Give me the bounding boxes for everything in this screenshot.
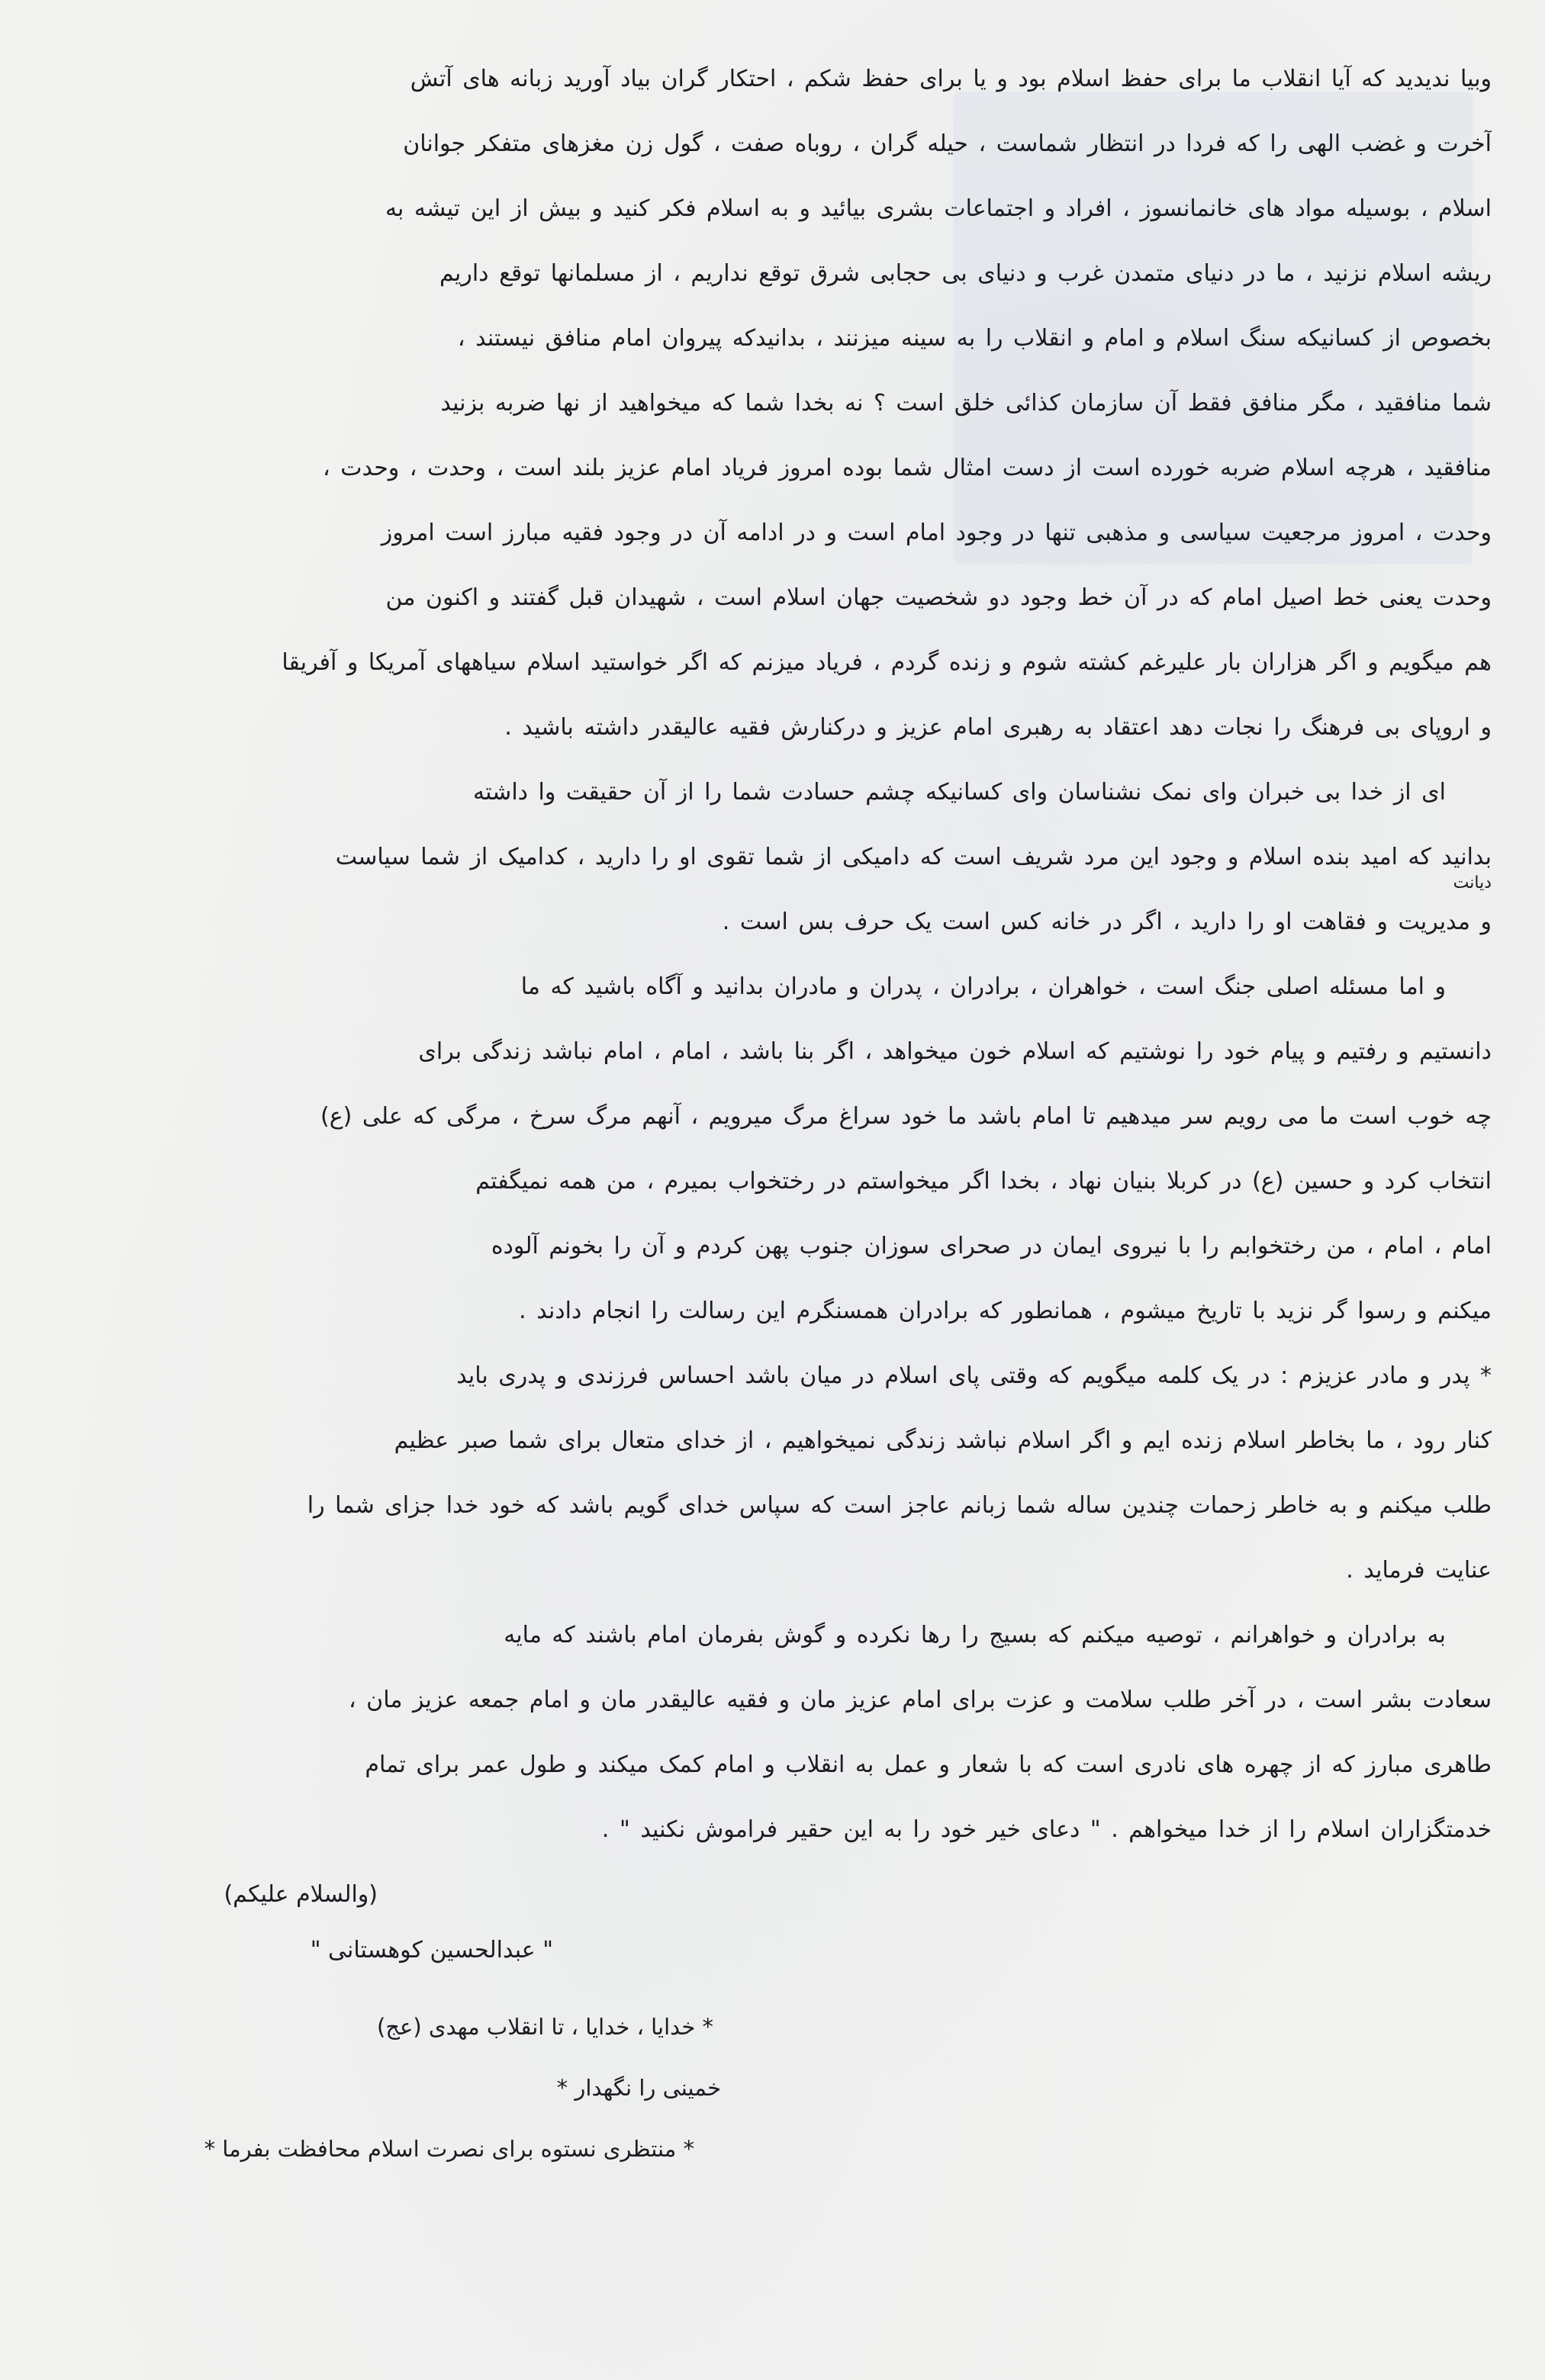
- text-line: ریشه اسلام نزنید ، ما در دنیای متمدن غرب و دنیای بی حجابی شرق توقع نداریم ، از مسلمانها توقع داریم: [439, 260, 1492, 287]
- text-line: و اروپای بی فرهنگ را نجات دهد اعتقاد به رهبری امام عزیز و درکنارش فقیه عالیقدر داشته باشید .: [504, 714, 1492, 741]
- slogan-line: * منتظری نستوه برای نصرت اسلام محافظت بفرما *: [204, 2136, 694, 2162]
- text-line: کنار رود ، ما بخاطر اسلام زنده ایم و اگر اسلام نباشد زندگی نمیخواهیم ، از خدای متعال برای شما صبر عظیم: [394, 1427, 1492, 1454]
- text-line: ای از خدا بی خبران وای نمک نشناسان وای کسانیکه چشم حسادت شما را از آن حقیقت وا داشته: [473, 779, 1446, 806]
- text-line: سعادت بشر است ، در آخر طلب سلامت و عزت برای امام عزیز مان و فقیه عالیقدر مان و امام جمعه عزیز مان ،: [348, 1687, 1492, 1713]
- text-line: میکنم و رسوا گر نزید با تاریخ میشوم ، همانطور که برادران همسنگرم این رسالت را انجام دادند .: [519, 1298, 1492, 1324]
- letter-body: [55, 63, 1492, 1846]
- text-line: منافقید ، هرچه اسلام ضربه خورده است از دست امثال شما بوده امروز فریاد امام عزیز بلند است ، وحدت ، وحدت ،: [323, 455, 1492, 481]
- slogan-line: * خدایا ، خدایا ، تا انقلاب مهدی (عج): [377, 2014, 713, 2040]
- text-line: وبیا ندیدید که آیا انقلاب ما برای حفظ اسلام بود و یا برای حفظ شکم ، احتکار گران بیاد آورید زبانه های آتش: [410, 66, 1492, 92]
- text-line: آخرت و غضب الهی را که فردا در انتظار شماست ، حیله گران ، روباه صفت ، گول زن مغزهای متفکر جوانان: [403, 130, 1492, 157]
- signature-name: " عبدالحسین کوهستانی ": [310, 1937, 553, 1963]
- text-line: طاهری مبارز که از چهره های نادری است که با شعار و عمل به انقلاب و امام کمک میکند و طول عمر برای تمام: [365, 1751, 1492, 1778]
- text-line: چه خوب است ما می رویم سر میدهیم تا امام باشد ما خود سراغ مرگ میرویم ، آنهم مرگ سرخ ، مرگی که علی (ع): [320, 1103, 1492, 1130]
- text-line: و مدیریت و فقاهت او را دارید ، اگر در خانه کس است یک حرف بس است .: [722, 909, 1492, 935]
- text-line: طلب میکنم و به خاطر زحمات چندین ساله شما زبانم عاجز است که سپاس خدای گویم باشد که خود خدا جزای شما را: [307, 1492, 1492, 1519]
- text-line: عنایت فرماید .: [1346, 1557, 1492, 1584]
- text-line: به برادران و خواهرانم ، توصیه میکنم که بسیج را رها نکرده و گوش بفرمان امام باشند که مایه: [504, 1622, 1446, 1648]
- text-line: * پدر و مادر عزیزم : در یک کلمه میگویم که وقتی پای اسلام در میان باشد احساس فرزندی و پدری باید: [456, 1362, 1492, 1389]
- margin-note: دیانت: [1453, 875, 1492, 892]
- closing-salutation: (والسلام علیکم): [224, 1881, 378, 1908]
- slogan-line: خمینی را نگهدار *: [556, 2075, 721, 2101]
- text-line: امام ، امام ، من رختخوابم را با نیروی ایمان در صحرای سوزان جنوب پهن کردم و آن را بخونم آلوده: [491, 1233, 1492, 1259]
- text-line: هم میگویم و اگر هزاران بار علیرغم کشته شوم و زنده گردم ، فریاد میزنم که اگر خواستید اسلام سیاههای آمریکا و آفریقا: [282, 649, 1492, 676]
- text-line: وحدت ، امروز مرجعیت سیاسی و مذهبی تنها در وجود امام است و در ادامه آن در وجود فقیه مبارز است امروز: [381, 519, 1492, 546]
- text-line: بدانید که امید بنده اسلام و وجود این مرد شریف است که دامیکی از شما تقوی او را دارید ، کدامیک از شما سیاست: [335, 844, 1492, 870]
- text-line: انتخاب کرد و حسین (ع) در کربلا بنیان نهاد ، بخدا اگر میخواستم در رختخواب بمیرم ، من همه نمیگفتم: [475, 1168, 1492, 1195]
- text-line: و اما مسئله اصلی جنگ است ، خواهران ، برادران ، پدران و مادران بدانید و آگاه باشید که ما: [520, 973, 1446, 1000]
- text-line: خدمتگزاران اسلام را از خدا میخواهم . " دعای خیر خود را به این حقیر فراموش نکنید " .: [601, 1816, 1492, 1843]
- text-line: بخصوص از کسانیکه سنگ اسلام و امام و انقلاب را به سینه میزنند ، بدانیدکه پیروان امام منافق نیستند ،: [457, 325, 1492, 352]
- text-line: وحدت یعنی خط اصیل امام که در آن خط وجود دو شخصیت جهان اسلام است ، شهیدان قبل گفتند و اکنون من: [385, 584, 1492, 611]
- text-line: دانستیم و رفتیم و پیام خود را نوشتیم که اسلام خون میخواهد ، اگر بنا باشد ، امام ، امام نباشد زندگی برای: [418, 1038, 1492, 1065]
- text-line: اسلام ، بوسیله مواد های خانمانسوز ، افراد و اجتماعات بشری بیائید و به اسلام فکر کنید و بیش از این تیشه به: [385, 195, 1492, 222]
- text-line: شما منافقید ، مگر منافق فقط آن سازمان کذائی خلق است ؟ نه بخدا شما که میخواهید از نها ضربه بزنید: [440, 390, 1492, 416]
